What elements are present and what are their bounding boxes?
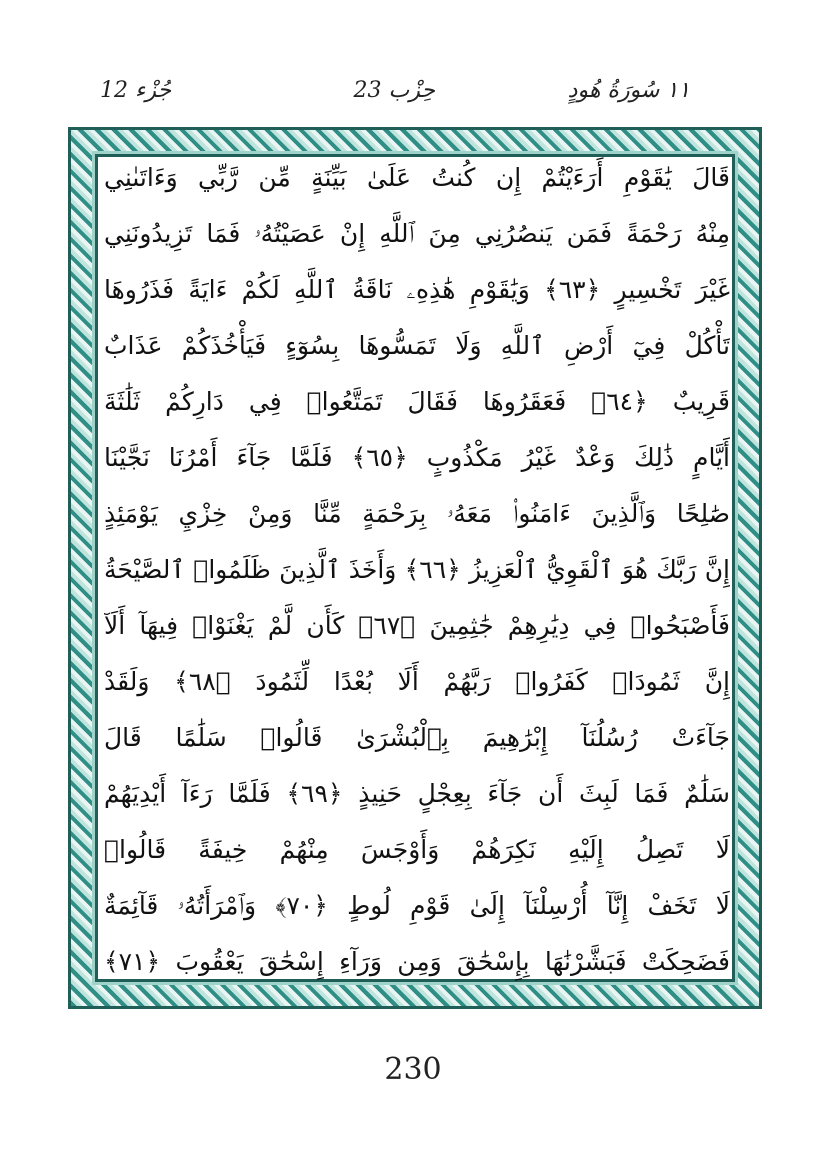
text-line: لَا تَصِلُ إِلَيْهِ نَكِرَهُمْ وَأَوْجَسَ مِنْهُمْ خِيفَةً قَالُوا۟ <box>104 835 730 864</box>
text-line: تَأْكُلْ فِيٓ أَرْضِ ٱللَّهِ وَلَا تَمَسُّوهَا بِسُوٓءٍ فَيَأْخُذَكُمْ عَذَابٌ <box>104 331 730 360</box>
text-line: جَآءَتْ رُسُلُنَآ إِبْرَٰهِيمَ بِٱلْبُشْرَىٰ قَالُوا۟ سَلَٰمًا قَالَ <box>104 723 730 752</box>
quran-text <box>104 150 730 990</box>
text-line: غَيْرَ تَخْسِيرٍ ﴿٦٣﴾ وَيَٰقَوْمِ هَٰذِهِۦ نَاقَةُ ٱللَّهِ لَكُمْ ءَايَةً فَذَرُوهَا <box>104 275 730 304</box>
text-line: قَرِيبٌ ﴿٦٤﴾ فَعَقَرُوهَا فَقَالَ تَمَتَّعُوا۟ فِي دَارِكُمْ ثَلَٰثَةَ <box>104 387 730 416</box>
text-line: إِنَّ رَبَّكَ هُوَ ٱلْقَوِيُّ ٱلْعَزِيزُ ﴿٦٦﴾ وَأَخَذَ ٱلَّذِينَ ظَلَمُوا۟ ٱلصَّيْحَةُ <box>104 555 730 584</box>
page-number: 230 <box>384 1052 442 1087</box>
text-line: لَا تَخَفْ إِنَّآ أُرْسِلْنَآ إِلَىٰ قَوْمِ لُوطٍ ﴿٧٠﴾ وَٱمْرَأَتُهُۥ قَآئِمَةٌ <box>104 891 730 920</box>
surah-title: ١١ سُورَةُ هُودٍ <box>567 78 690 103</box>
hizb-label: حِزْب 23 <box>353 78 435 103</box>
text-line: إِنَّ ثَمُودَا۟ كَفَرُوا۟ رَبَّهُمْ أَلَا بُعْدًا لِّثَمُودَ ﴿٦٨﴾ وَلَقَدْ <box>104 667 730 696</box>
text-line: مِنْهُ رَحْمَةً فَمَن يَنصُرُنِي مِنَ ٱللَّهِ إِنْ عَصَيْتُهُۥ فَمَا تَزِيدُونَنِي <box>104 219 730 248</box>
text-line: أَيَّامٍ ذَٰلِكَ وَعْدٌ غَيْرُ مَكْذُوبٍ ﴿٦٥﴾ فَلَمَّا جَآءَ أَمْرُنَا نَجَّيْنَا <box>104 443 730 472</box>
juz-label: جُزْء 12 <box>100 78 172 103</box>
page-header <box>100 78 690 114</box>
text-line: سَلَٰمٌ فَمَا لَبِثَ أَن جَآءَ بِعِجْلٍ حَنِيذٍ ﴿٦٩﴾ فَلَمَّا رَءَآ أَيْدِيَهُمْ <box>104 779 730 808</box>
text-line: صَٰلِحًا وَٱلَّذِينَ ءَامَنُوا۟ مَعَهُۥ بِرَحْمَةٍ مِّنَّا وَمِنْ خِزْيِ يَوْمَئِذٍ <box>104 499 730 528</box>
text-line: قَالَ يَٰقَوْمِ أَرَءَيْتُمْ إِن كُنتُ عَلَىٰ بَيِّنَةٍ مِّن رَّبِّي وَءَاتَىٰنِي <box>104 163 730 192</box>
text-line: فَأَصْبَحُوا۟ فِي دِيَٰرِهِمْ جَٰثِمِينَ ﴿٦٧﴾ كَأَن لَّمْ يَغْنَوْا۟ فِيهَآ أَلَآ <box>104 611 730 640</box>
text-line: فَضَحِكَتْ فَبَشَّرْنَٰهَا بِإِسْحَٰقَ وَمِن وَرَآءِ إِسْحَٰقَ يَعْقُوبَ ﴿٧١﴾ <box>104 947 730 976</box>
